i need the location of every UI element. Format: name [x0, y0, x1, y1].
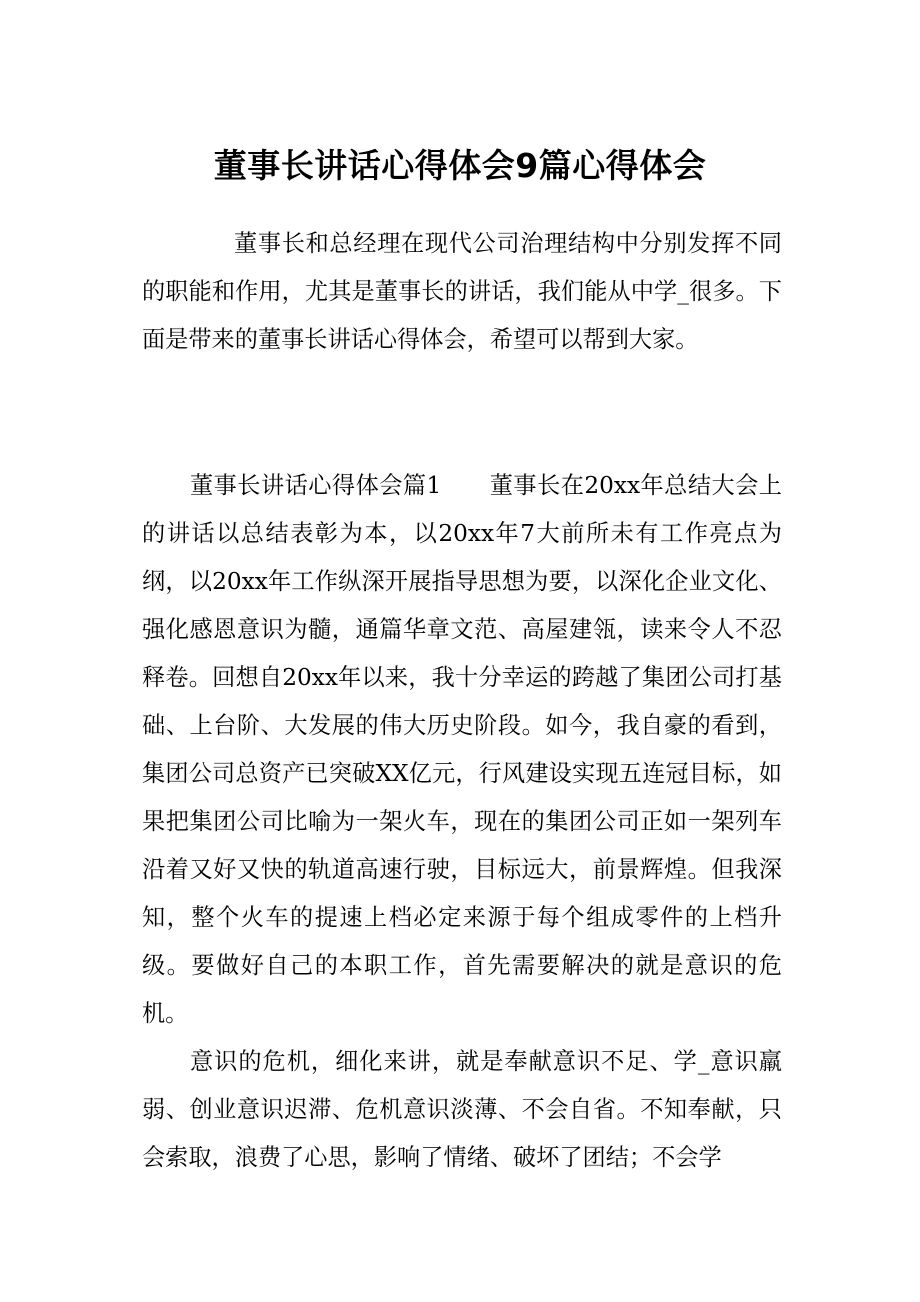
paragraph-2: 意识的危机，细化来讲，就是奉献意识不足、学_意识羸弱、创业意识迟滞、危机意识淡薄、不会自省。不知奉献，只会索取，浪费了心思，影响了情绪、破坏了团结；不会学: [142, 1048, 782, 1171]
document-title: 董事长讲话心得体会9篇心得体会: [213, 146, 707, 185]
section-1-text: 董事长在20xx年总结大会上的讲话以总结表彰为本，以20xx年7大前所未有工作亮点为纲，以20xx年工作纵深开展指导思想为要，以深化企业文化、强化感恩意识为髓，通篇华章文范、高屋建瓴，读来令人不忍释卷。回想自20xx年以来，我十分幸运的跨越了集团公司打基础、上台阶、大发展的伟大历史阶段。如今，我自豪的看到，集团公司总资产已突破XX亿元，行风建设实现五连冠目标，如果把集团公司比喻为一架火车，现在的集团公司正如一架列车沿着又好又快的轨道高速行驶，目标远大，前景辉煌。但我深知，整个火车的提速上档必定来源于每个组成零件的上档升级。要做好自己的本职工作，首先需要解决的就是意识的危机。: [142, 472, 782, 1027]
section-1-paragraph: [142, 462, 782, 1038]
section-1-heading: 董事长讲话心得体会篇1: [190, 472, 442, 499]
intro-paragraph: 董事长和总经理在现代公司治理结构中分别发挥不同的职能和作用，尤其是董事长的讲话，我们能从中学_很多。下面是带来的董事长讲话心得体会，希望可以帮到大家。: [142, 230, 782, 353]
